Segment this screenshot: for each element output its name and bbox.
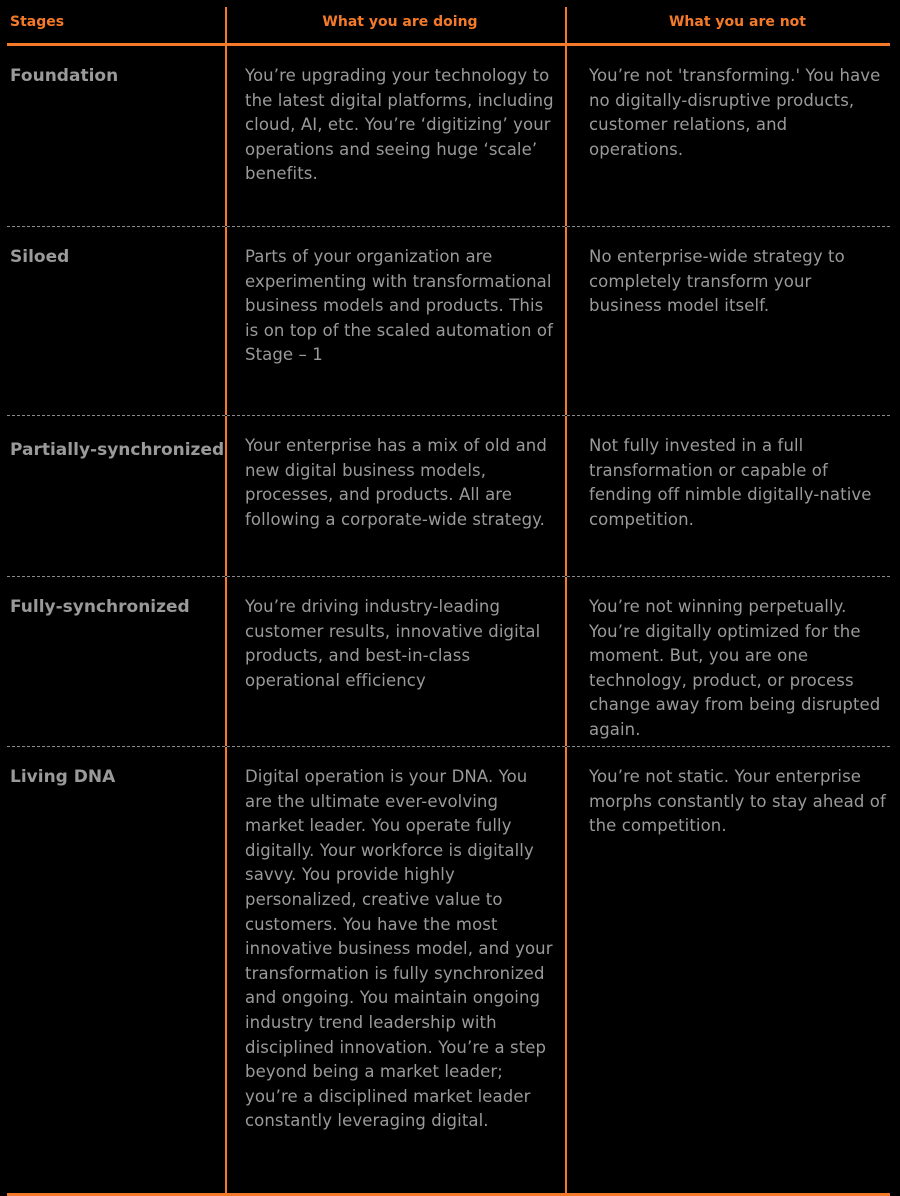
table-row (7, 46, 890, 227)
stage-name: Fully-synchronized (10, 597, 190, 617)
stage-name: Living DNA (10, 767, 116, 787)
table-row (7, 577, 890, 747)
header-what-you-are-not: What you are not (565, 7, 890, 43)
not-text: You’re not static. Your enterprise morphs constantly to stay ahead of the competition. (565, 747, 890, 1193)
doing-text: You’re upgrading your technology to the latest digital platforms, including cloud, AI, etc. You’re ‘digitizing’ your operations and seeing huge ‘scale’ benefits. (225, 46, 565, 226)
table-row (7, 227, 890, 416)
table-header-row (7, 7, 890, 46)
doing-text: Parts of your organization are experimenting with transformational business models and products. This is on top of the scaled automation of Stage – 1 (225, 227, 565, 415)
header-what-you-are-doing: What you are doing (225, 7, 565, 43)
table-row (7, 416, 890, 577)
doing-text: You’re driving industry-leading customer results, innovative digital products, and best-in-class operational efficiency (225, 577, 565, 746)
doing-text: Your enterprise has a mix of old and new digital business models, processes, and products. All are following a corporate-wide strategy. (225, 416, 565, 576)
header-stages: Stages (10, 14, 65, 30)
stage-name: Foundation (10, 66, 119, 86)
not-text: You’re not winning perpetually. You’re digitally optimized for the moment. But, you are one technology, product, or process change away from being disrupted again. (565, 577, 890, 746)
stages-table (7, 7, 890, 1196)
doing-text: Digital operation is your DNA. You are the ultimate ever-evolving market leader. You operate fully digitally. Your workforce is digitally savvy. You provide highly personalized, creative value to customers. You have the most innovative business model, and your transformation is fully synchronized and ongoing. You maintain ongoing industry trend leadership with disciplined innovation. You’re a step beyond being a market leader; you’re a disciplined market leader constantly leveraging digital. (225, 747, 565, 1193)
not-text: You’re not 'transforming.' You have no digitally-disruptive products, customer relations, and operations. (565, 46, 890, 226)
stage-name: Partially-synchronized (10, 440, 225, 460)
not-text: No enterprise-wide strategy to completely transform your business model itself. (565, 227, 890, 415)
not-text: Not fully invested in a full transformation or capable of fending off nimble digitally-native competition. (565, 416, 890, 576)
stage-name: Siloed (10, 247, 70, 267)
table-row (7, 747, 890, 1196)
